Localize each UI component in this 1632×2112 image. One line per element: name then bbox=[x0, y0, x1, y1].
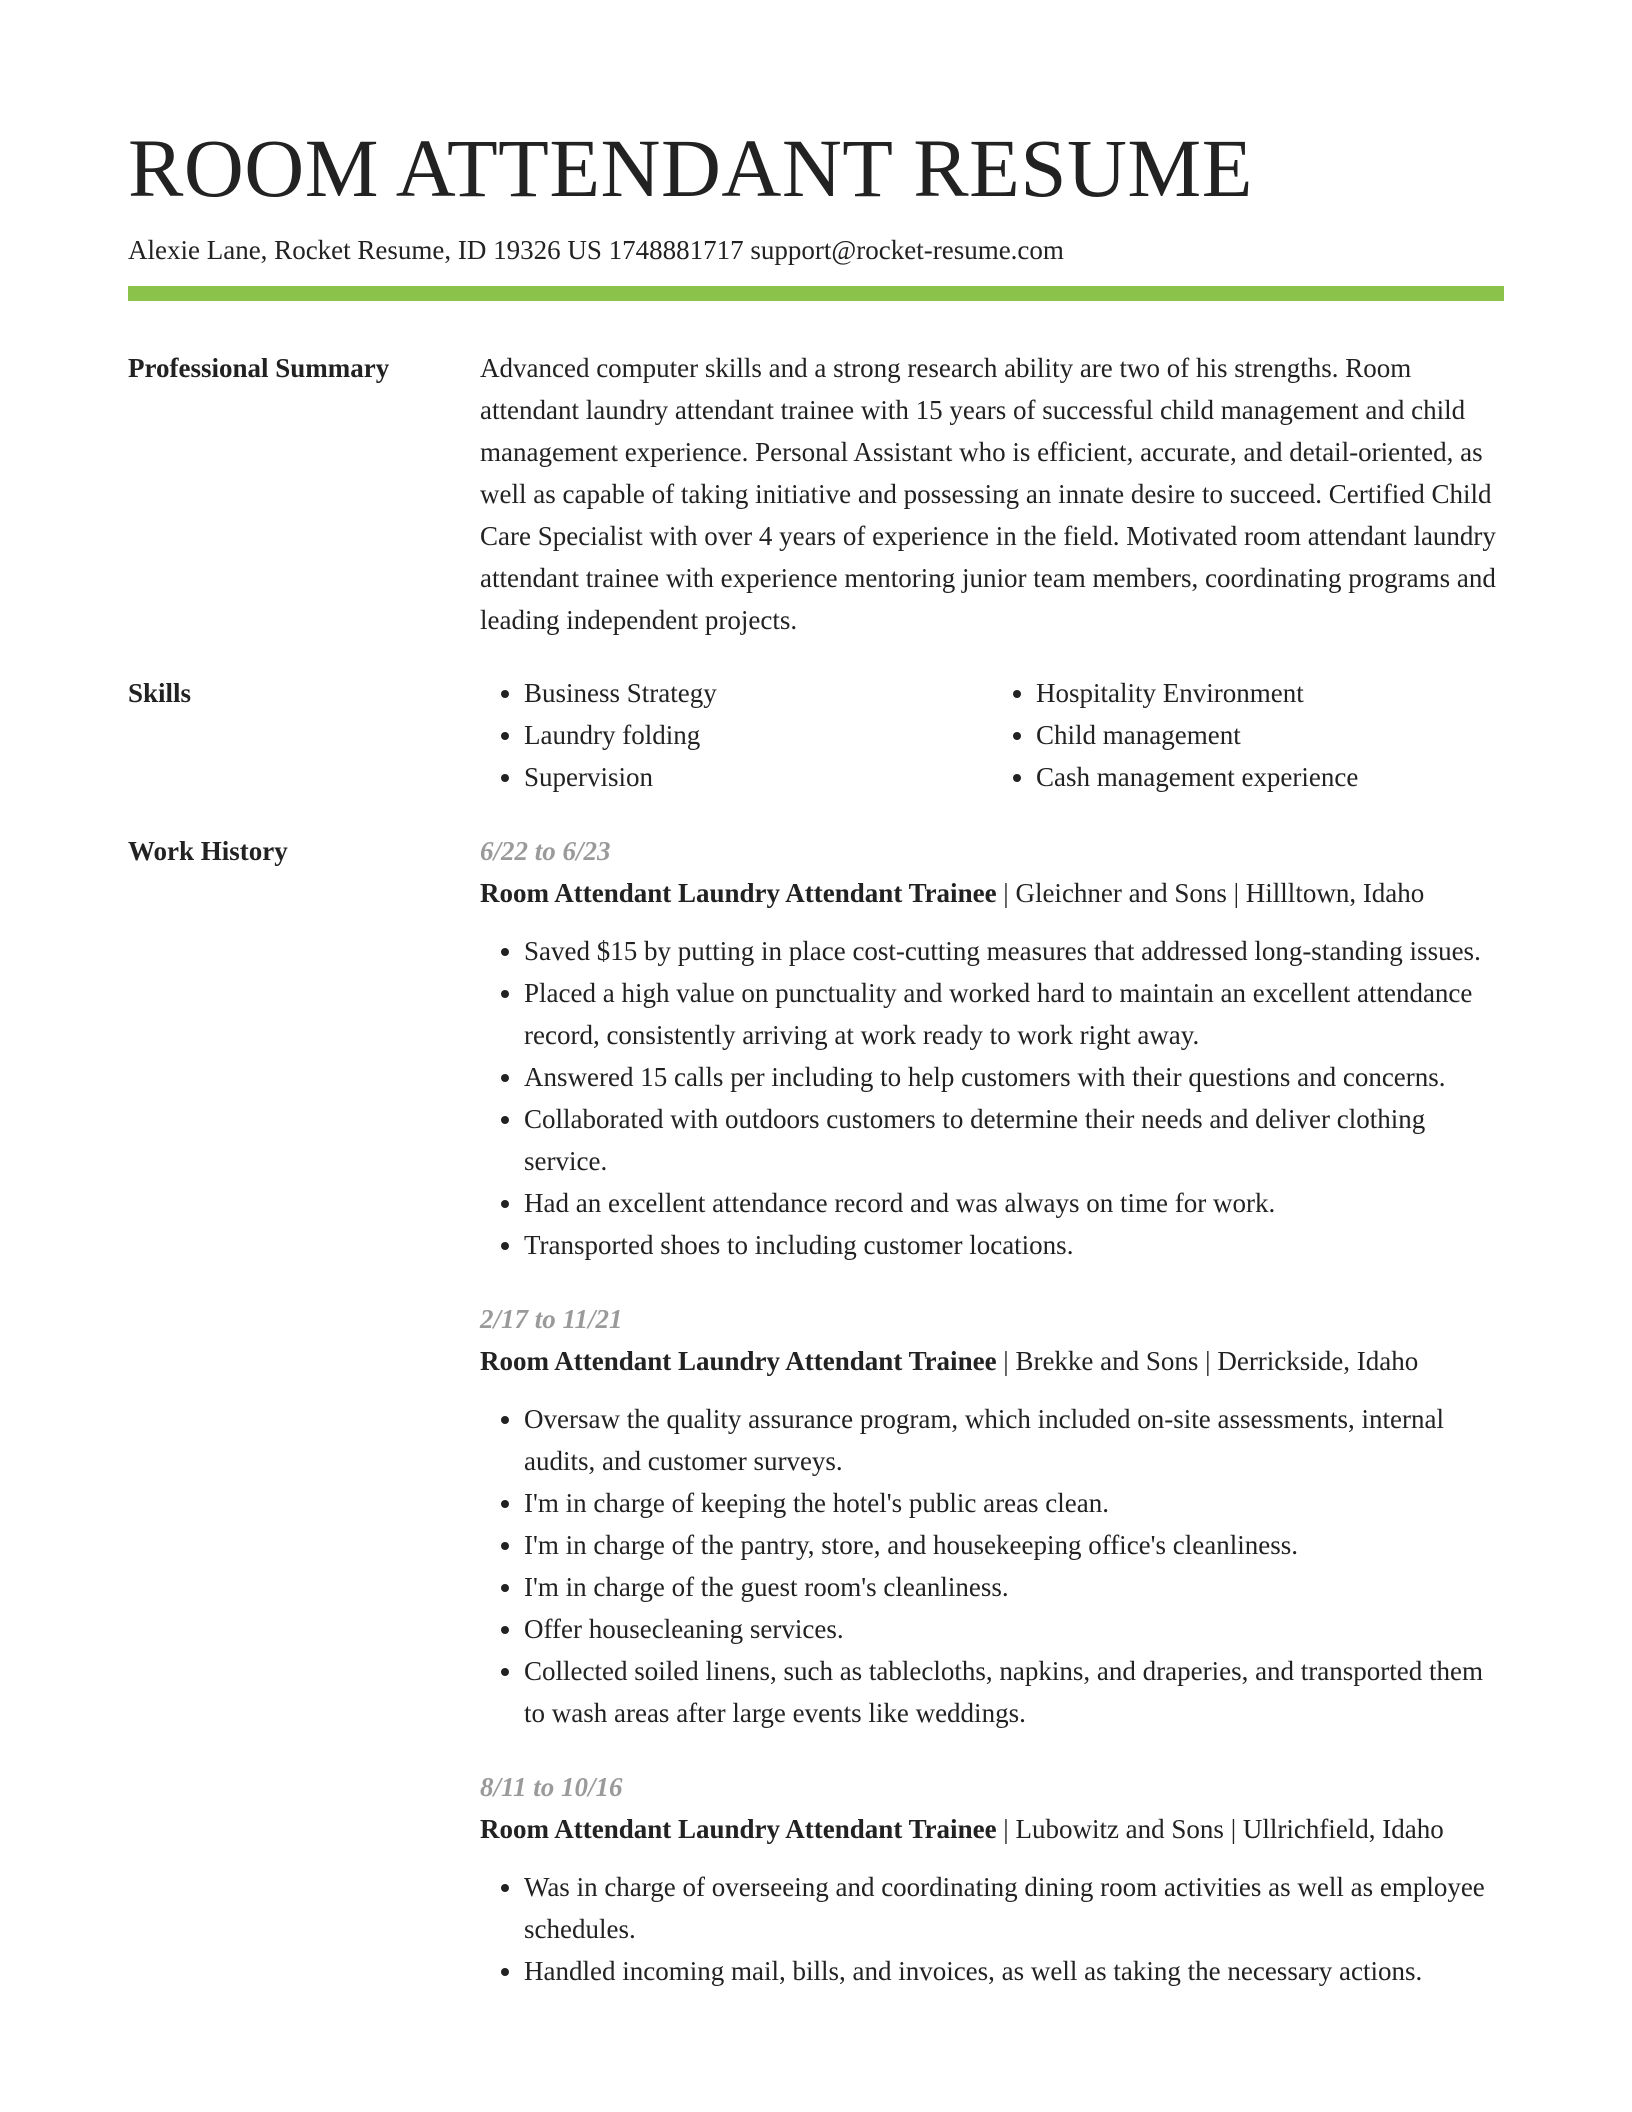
job-bullet: • Offer housecleaning services. bbox=[524, 1608, 1504, 1650]
job-entry bbox=[480, 1766, 1504, 1992]
job-details: | Brekke and Sons | Derrickside, Idaho bbox=[996, 1346, 1419, 1376]
resume-title: ROOM ATTENDANT RESUME bbox=[128, 122, 1253, 214]
summary-text: Advanced computer skills and a strong research ability are two of his strengths. Room attendant laundry attendant trainee with 15 years of successful child management and child management experience. Personal Assistant who is efficient, accurate, and detail-oriented, as well as capable of taking initiative and possessing an innate desire to succeed. Certified Child Care Specialist with over 4 years of experience in the field. Motivated room attendant laundry attendant trainee with experience mentoring junior team members, coordinating programs and leading independent projects. bbox=[480, 353, 1496, 635]
job-heading bbox=[480, 1340, 1504, 1382]
job-dates: 2/17 to 11/21 bbox=[480, 1304, 623, 1334]
skills-column-left bbox=[480, 672, 992, 798]
job-bullet: • I'm in charge of the pantry, store, and housekeeping office's cleanliness. bbox=[524, 1524, 1504, 1566]
skills-columns bbox=[480, 672, 1504, 798]
job-dates: 8/11 to 10/16 bbox=[480, 1772, 623, 1802]
job-entry bbox=[480, 830, 1504, 1266]
job-bullet: • I'm in charge of the guest room's cleanliness. bbox=[524, 1566, 1504, 1608]
job-bullets bbox=[480, 1398, 1504, 1734]
job-bullet: • Transported shoes to including customer locations. bbox=[524, 1224, 1504, 1266]
accent-divider bbox=[128, 286, 1504, 301]
skill-item: • Supervision bbox=[524, 756, 992, 798]
job-bullet: • Answered 15 calls per including to help customers with their questions and concerns. bbox=[524, 1056, 1504, 1098]
job-bullet: • Collaborated with outdoors customers to determine their needs and deliver clothing service. bbox=[524, 1098, 1504, 1182]
summary-label: Professional Summary bbox=[128, 353, 390, 383]
job-bullets bbox=[480, 930, 1504, 1266]
job-bullet: • Oversaw the quality assurance program, which included on-site assessments, internal audits, and customer surveys. bbox=[524, 1398, 1504, 1482]
skill-item: • Laundry folding bbox=[524, 714, 992, 756]
skill-item: • Cash management experience bbox=[1036, 756, 1504, 798]
skill-item: • Business Strategy bbox=[524, 672, 992, 714]
work-history-label: Work History bbox=[128, 836, 288, 866]
job-bullet: • Had an excellent attendance record and was always on time for work. bbox=[524, 1182, 1504, 1224]
job-entry bbox=[480, 1298, 1504, 1734]
job-dates: 6/22 to 6/23 bbox=[480, 836, 611, 866]
job-bullet: • Saved $15 by putting in place cost-cutting measures that addressed long-standing issues. bbox=[524, 930, 1504, 972]
job-title: Room Attendant Laundry Attendant Trainee bbox=[480, 878, 997, 908]
job-heading bbox=[480, 1808, 1504, 1850]
skill-item: • Hospitality Environment bbox=[1036, 672, 1504, 714]
skills-body bbox=[480, 672, 1504, 798]
job-heading bbox=[480, 872, 1504, 914]
job-bullet: • Placed a high value on punctuality and worked hard to maintain an excellent attendance record, consistently arriving at work ready to work right away. bbox=[524, 972, 1504, 1056]
summary-body bbox=[480, 347, 1504, 641]
job-details: | Gleichner and Sons | Hillltown, Idaho bbox=[996, 878, 1425, 908]
job-title: Room Attendant Laundry Attendant Trainee bbox=[480, 1346, 997, 1376]
job-bullet: • Handled incoming mail, bills, and invoices, as well as taking the necessary actions. bbox=[524, 1950, 1504, 1992]
work-history-body bbox=[480, 830, 1504, 2024]
contact-line: Alexie Lane, Rocket Resume, ID 19326 US 1748881717 support@rocket-resume.com bbox=[128, 235, 1064, 265]
job-bullet: • Was in charge of overseeing and coordinating dining room activities as well as employee schedules. bbox=[524, 1866, 1504, 1950]
job-title: Room Attendant Laundry Attendant Trainee bbox=[480, 1814, 997, 1844]
skill-item: • Child management bbox=[1036, 714, 1504, 756]
resume-header bbox=[128, 118, 1504, 268]
job-bullet: • Collected soiled linens, such as tablecloths, napkins, and draperies, and transported them to wash areas after large events like weddings. bbox=[524, 1650, 1504, 1734]
skills-column-right bbox=[992, 672, 1504, 798]
job-bullets bbox=[480, 1866, 1504, 1992]
job-bullet: • I'm in charge of keeping the hotel's public areas clean. bbox=[524, 1482, 1504, 1524]
skills-label: Skills bbox=[128, 678, 192, 708]
job-details: | Lubowitz and Sons | Ullrichfield, Idaho bbox=[996, 1814, 1444, 1844]
